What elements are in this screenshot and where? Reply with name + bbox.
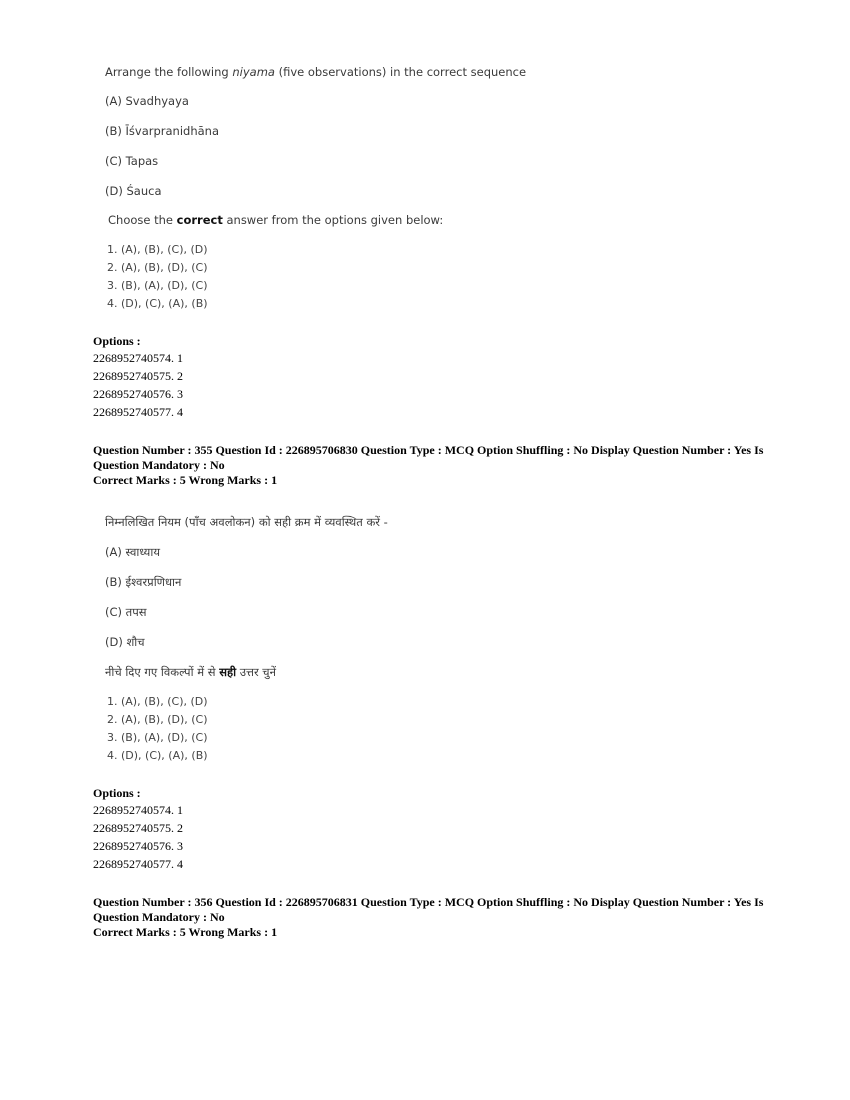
prompt-text: Arrange the following: [105, 65, 233, 79]
prompt-emphasis: niyama: [232, 65, 275, 79]
answer-choice: 2. (A), (B), (D), (C): [107, 261, 208, 274]
list-item: (C) तपस: [105, 605, 147, 619]
options-label: Options :: [93, 786, 141, 800]
option-id: 2268952740575. 2: [93, 821, 183, 835]
question-meta: Question Number : 356 Question Id : 226895706831 Question Type : MCQ Option Shuffling : No Display Question Number : Yes Is Question Mandatory : No: [93, 895, 764, 924]
answer-choice: 1. (A), (B), (C), (D): [107, 243, 208, 256]
list-item: (B) ईश्वरप्रणिधान: [105, 575, 182, 589]
option-id: 2268952740577. 4: [93, 857, 183, 871]
answer-choice: 3. (B), (A), (D), (C): [107, 279, 208, 292]
answer-choice: 4. (D), (C), (A), (B): [107, 749, 208, 762]
list-item: (B) Īśvarpranidhāna: [105, 124, 220, 138]
instruction-text: answer from the options given below:: [222, 213, 444, 227]
prompt-text: (five observations) in the correct sequence: [274, 65, 527, 79]
question-marks: Correct Marks : 5 Wrong Marks : 1: [93, 473, 278, 487]
instruction: [105, 665, 276, 680]
option-id: 2268952740574. 1: [93, 351, 183, 365]
options-label: Options :: [93, 334, 141, 348]
instruction-bold: correct: [176, 213, 223, 227]
answer-choice: 2. (A), (B), (D), (C): [107, 713, 208, 726]
question-prompt: निम्नलिखित नियम (पाँच अवलोकन) को सही क्रम में व्यवस्थित करें -: [105, 515, 388, 529]
list-item: (A) Svadhyaya: [105, 94, 189, 108]
instruction-text: Choose the: [108, 213, 177, 227]
list-item: (C) Tapas: [105, 154, 159, 168]
option-id: 2268952740576. 3: [93, 839, 183, 853]
answer-choice: 4. (D), (C), (A), (B): [107, 297, 208, 310]
answer-choice: 1. (A), (B), (C), (D): [107, 695, 208, 708]
question-prompt: [105, 65, 526, 79]
instruction-text: नीचे दिए गए विकल्पों में से: [105, 665, 220, 679]
option-id: 2268952740574. 1: [93, 803, 183, 817]
option-id: 2268952740577. 4: [93, 405, 183, 419]
question-meta: Question Number : 355 Question Id : 226895706830 Question Type : MCQ Option Shuffling : No Display Question Number : Yes Is Question Mandatory : No: [93, 443, 764, 472]
option-id: 2268952740575. 2: [93, 369, 183, 383]
answer-choice: 3. (B), (A), (D), (C): [107, 731, 208, 744]
list-item: (D) Śauca: [105, 184, 162, 198]
option-id: 2268952740576. 3: [93, 387, 183, 401]
list-item: (D) शौच: [105, 635, 145, 649]
instruction: [108, 213, 443, 227]
list-item: (A) स्वाध्याय: [105, 545, 160, 559]
instruction-bold: सही: [219, 665, 237, 679]
question-marks: Correct Marks : 5 Wrong Marks : 1: [93, 925, 278, 939]
instruction-text: उत्तर चुनें: [236, 665, 276, 679]
